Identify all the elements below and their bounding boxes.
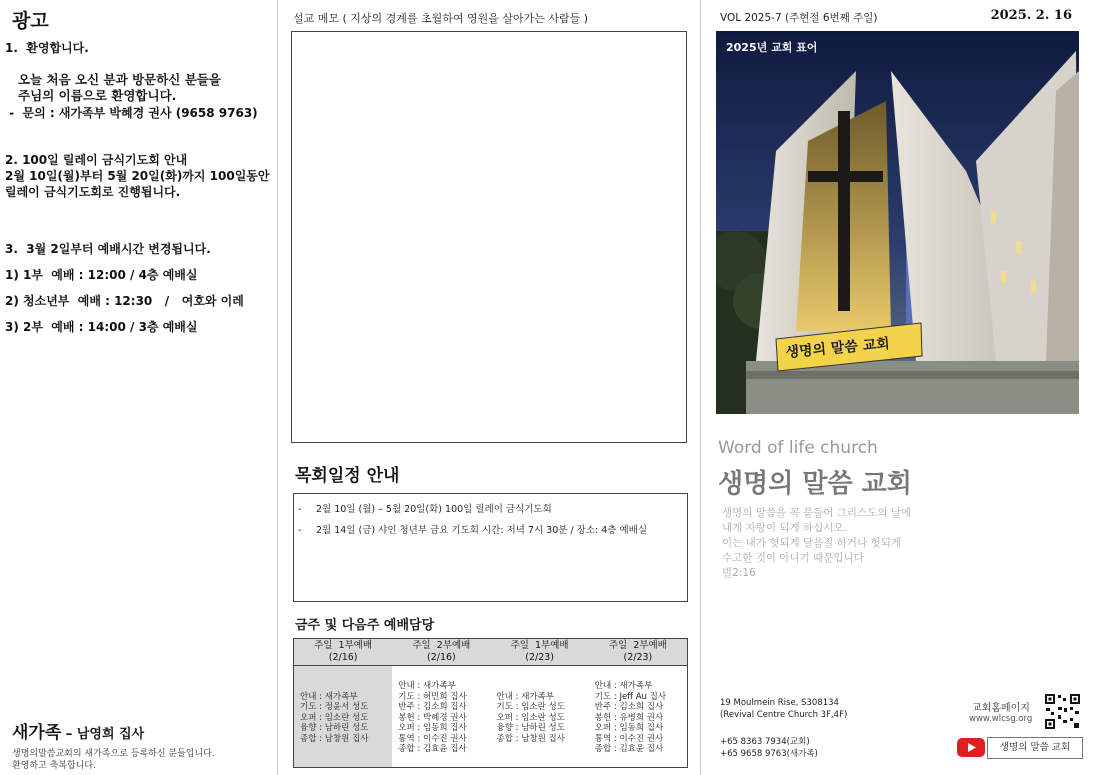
announcement-3-line: 3) 2부 예배 : 14:00 / 3층 예배실 xyxy=(5,320,198,334)
schedule-item xyxy=(298,520,687,541)
homepage-url[interactable]: www.wlcsg.org xyxy=(969,714,1033,724)
duty-cell: 안내 : 새가족부 기도 : Jeff Au 집사 반주 : 김소희 집사 봉헌 : 유병희 권사 오퍼 : 임동희 집사 통역 : 이수진 권사 종합 : 김효윤 집사 xyxy=(594,681,667,755)
church-korean-name: 생명의 말씀 교회 xyxy=(718,469,912,499)
duty-title: 금주 및 다음주 예배담당 xyxy=(295,618,435,633)
building-sign-text: 생명의 말씀 교회 xyxy=(784,335,891,361)
youtube-icon[interactable] xyxy=(957,738,985,757)
duty-header-cell: 주일 2부예배 (2/23) xyxy=(608,640,667,663)
schedule-item-text: 2월 10일 (월) – 5월 20일(화) 100일 릴레이 금식기도회 xyxy=(316,504,552,515)
announcements-panel xyxy=(0,0,278,775)
church-phones: +65 8363 7934(교회) +65 9658 9763(새가족) xyxy=(720,737,818,759)
cover-panel xyxy=(702,0,1096,775)
duty-cell: 안내 : 새가족부 기도 : 허민희 집사 반주 : 김소희 집사 봉헌 : 박혜경 권사 오퍼 : 임동희 집사 통역 : 이수진 권사 종합 : 김효윤 집사 xyxy=(398,681,467,755)
bulletin-date: 2025. 2. 16 xyxy=(990,8,1072,23)
new-family-title: 새가족 xyxy=(12,723,62,743)
announcement-3-title: 3. 3월 2일부터 예배시간 변경됩니다. xyxy=(5,242,211,256)
announcement-2-title: 2. 100일 릴레이 금식기도회 안내 xyxy=(5,153,188,167)
homepage-label: 교회홈페이지 xyxy=(972,703,1030,714)
qr-code-icon[interactable] xyxy=(1044,693,1081,730)
church-address: 19 Moulmein Rise, S308134 (Revival Centre Church 3F,4F) xyxy=(720,698,848,720)
sermon-memo-header: 설교 메모 ( 지상의 경계를 초월하여 영원을 살아가는 사람들 ) xyxy=(293,12,589,25)
memo-schedule-panel xyxy=(279,0,701,775)
church-building-image xyxy=(716,31,1079,414)
new-family-note: 생명의말씀교회의 새가족으로 등록하신 분들입니다. 환영하고 축복합니다. xyxy=(12,749,215,771)
duty-table xyxy=(293,638,688,768)
schedule-box xyxy=(293,493,688,602)
volume-label: VOL 2025-7 (주현절 6번째 주일) xyxy=(720,12,878,24)
duty-table-body xyxy=(294,666,687,767)
bullet-dash: - xyxy=(298,525,302,536)
announcement-2-body: 2월 10일(월)부터 5월 20일(화)까지 100일동안 릴레이 금식기도회로 진행됩니다. xyxy=(5,169,270,199)
church-english-name: Word of life church xyxy=(718,438,878,458)
duty-cell: 안내 : 새가족부 기도 : 임소란 성도 오퍼 : 임소란 성도 융향 : 남하린 성도 종합 : 남창원 집사 xyxy=(496,691,565,744)
bible-verse: 생명의 말씀을 꼭 붙들어 그리스도의 날에 내게 자랑이 되게 하십시오. 이는 내가 헛되게 달음질 하거나 헛되게 수고한 것이 아니기 때문입니다 빌2:16 xyxy=(722,507,912,579)
new-family-name: – 남영희 집사 xyxy=(61,727,145,742)
announcement-1-title: 1. 환영합니다. xyxy=(5,41,89,55)
duty-header-cell: 주일 1부예배 (2/23) xyxy=(510,640,569,663)
bullet-dash: - xyxy=(298,504,302,515)
announcement-3-line: 1) 1부 예배 : 12:00 / 4층 예배실 xyxy=(5,268,198,282)
announcement-1-contact: - 문의 : 새가족부 박혜경 권사 (9658 9763) xyxy=(5,106,258,120)
duty-table-header xyxy=(294,639,687,666)
cover-motto-label: 2025년 교회 표어 xyxy=(726,41,818,54)
schedule-item xyxy=(298,499,687,520)
new-family-heading xyxy=(12,718,144,743)
announcements-title: 광고 xyxy=(12,10,49,32)
announcement-1-body: 오늘 처음 오신 분과 방문하신 분들을 주님의 이름으로 환영합니다. xyxy=(18,72,221,103)
building-illustration xyxy=(716,31,1079,414)
duty-header-cell: 주일 1부예배 (2/16) xyxy=(314,640,373,663)
sermon-memo-box xyxy=(291,31,687,443)
youtube-channel-button[interactable]: 생명의 말씀 교회 xyxy=(987,737,1083,759)
duty-cell: 안내 : 새가족부 기도 : 정윤서 성도 오퍼 : 임소란 성도 융향 : 남하린 성도 종합 : 남창원 집사 xyxy=(294,666,392,767)
schedule-title: 목회일정 안내 xyxy=(295,466,400,486)
duty-header-cell: 주일 2부예배 (2/16) xyxy=(412,640,471,663)
schedule-item-text: 2월 14일 (금) 샤인 청년부 금요 기도회 시간: 저녁 7시 30분 / 장소: 4층 예배실 xyxy=(316,525,648,536)
announcement-3-line: 2) 청소년부 예배 : 12:30 / 여호와 이레 xyxy=(5,294,244,308)
